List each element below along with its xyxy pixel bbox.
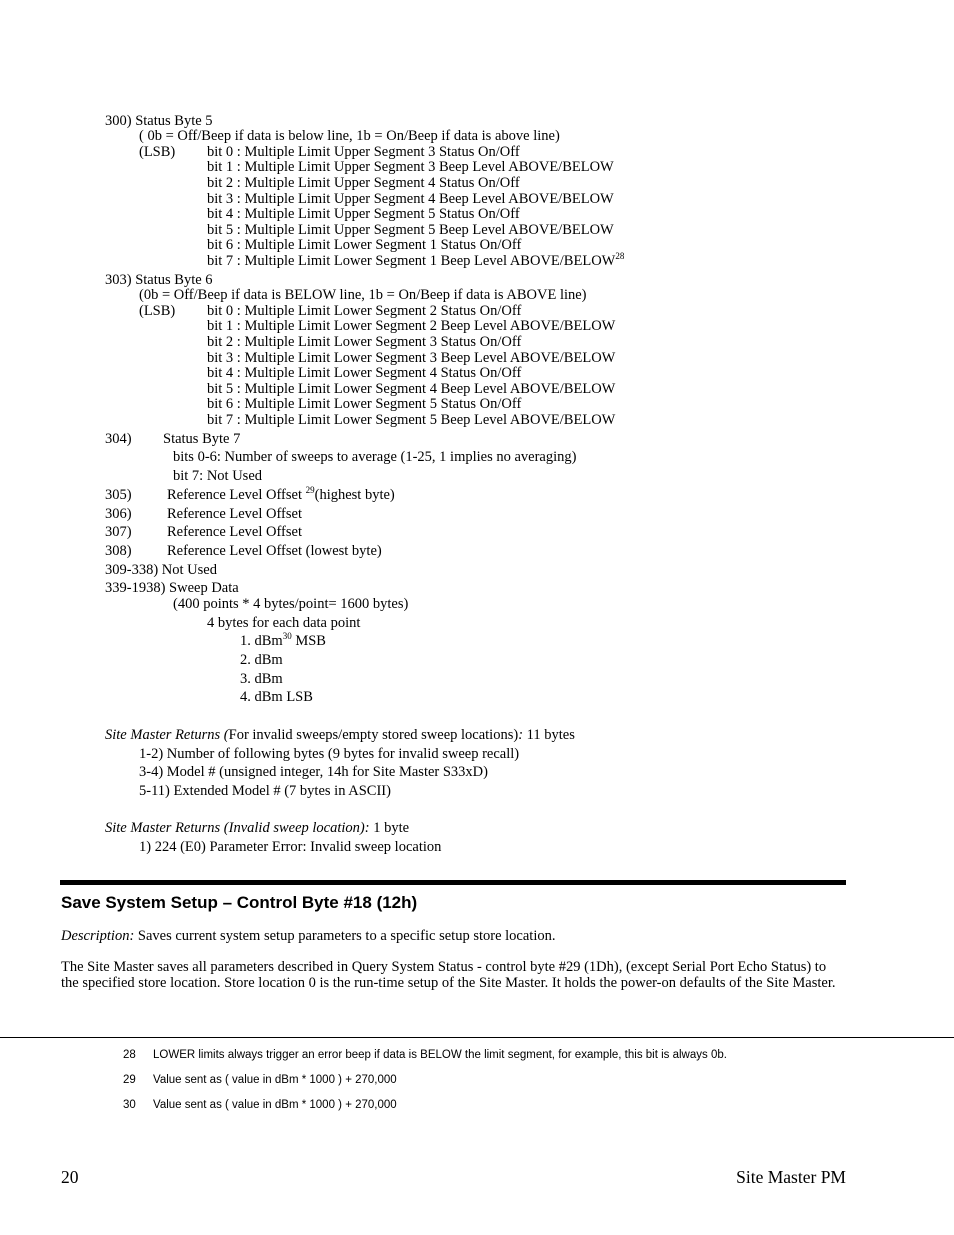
ref-offset-1-num: 305) (105, 487, 132, 503)
status-byte-7-line-2: bit 7: Not Used (173, 468, 263, 484)
sweep-point-3: 3. dBm (240, 671, 283, 687)
returns-2-item-1: 1) 224 (E0) Parameter Error: Invalid sweep location (139, 839, 442, 855)
status6-bit-5: bit 5 : Multiple Limit Lower Segment 4 Beep Level ABOVE/BELOW (207, 381, 616, 397)
section-divider (60, 880, 846, 885)
footnote-divider (0, 1037, 954, 1038)
status5-bit-2: bit 2 : Multiple Limit Upper Segment 4 Status On/Off (207, 175, 520, 191)
status-byte-5-lsb: (LSB) (139, 144, 176, 160)
status6-bit-4: bit 4 : Multiple Limit Lower Segment 4 Status On/Off (207, 365, 522, 381)
ref-offset-2-num: 306) (105, 506, 132, 522)
returns-1-item-2: 3-4) Model # (unsigned integer, 14h for Site Master S33xD) (139, 764, 488, 780)
status6-bit-2: bit 2 : Multiple Limit Lower Segment 3 Status On/Off (207, 334, 522, 350)
sweep-data-each: 4 bytes for each data point (207, 615, 361, 631)
ref-offset-4-num: 308) (105, 543, 132, 559)
footnote-28-num: 28 (123, 1049, 136, 1061)
sweep-point-2: 2. dBm (240, 652, 283, 668)
status-byte-6-heading: 303) Status Byte 6 (105, 272, 213, 288)
ref-offset-3-num: 307) (105, 524, 132, 540)
status-byte-7-line-1: bits 0-6: Number of sweeps to average (1-25, 1 implies no averaging) (173, 449, 577, 465)
returns-1-item-3: 5-11) Extended Model # (7 bytes in ASCII) (139, 783, 391, 799)
returns-1-item-1: 1-2) Number of following bytes (9 bytes for invalid sweep recall) (139, 746, 520, 762)
status-byte-5-heading: 300) Status Byte 5 (105, 113, 213, 129)
ref-offset-4-text: Reference Level Offset (lowest byte) (167, 543, 382, 559)
status-byte-7-num: 304) (105, 431, 132, 447)
returns-invalid-location: Site Master Returns (Invalid sweep location): 1 byte (105, 820, 410, 836)
status6-bit-0: bit 0 : Multiple Limit Lower Segment 2 Status On/Off (207, 303, 522, 319)
sweep-data-heading: 339-1938) Sweep Data (105, 580, 239, 596)
ref-offset-1-text: Reference Level Offset $^{29}$(highest byte) (167, 485, 395, 503)
status5-bit-3: bit 3 : Multiple Limit Upper Segment 4 Beep Level ABOVE/BELOW (207, 191, 614, 207)
status6-bit-7: bit 7 : Multiple Limit Lower Segment 5 Beep Level ABOVE/BELOW (207, 412, 616, 428)
section-heading: Save System Setup – Control Byte #18 (12h) (61, 893, 418, 912)
footnote-28-text: LOWER limits always trigger an error beep if data is BELOW the limit segment, for example, this bit is always 0b. (153, 1049, 727, 1061)
footnote-ref-28: 28 (615, 251, 625, 261)
status5-bit-6: bit 6 : Multiple Limit Lower Segment 1 Status On/Off (207, 237, 522, 253)
status6-bit-3: bit 3 : Multiple Limit Lower Segment 3 Beep Level ABOVE/BELOW (207, 350, 616, 366)
section-description: Description: Saves current system setup parameters to a specific setup store location. (61, 928, 556, 944)
sweep-data-calc: (400 points * 4 bytes/point= 1600 bytes) (173, 596, 409, 612)
page-number: 20 (61, 1167, 79, 1187)
status5-bit-7: bit 7 : Multiple Limit Lower Segment 1 Beep Level ABOVE/BELOW$^{28}$ (207, 251, 625, 269)
ref-offset-2-text: Reference Level Offset (167, 506, 302, 522)
footer-title: Site Master PM (736, 1167, 846, 1187)
status6-bit-6: bit 6 : Multiple Limit Lower Segment 5 Status On/Off (207, 396, 522, 412)
status-byte-7-title: Status Byte 7 (163, 431, 241, 447)
status5-bit-0: bit 0 : Multiple Limit Upper Segment 3 Status On/Off (207, 144, 520, 160)
status5-bit-5: bit 5 : Multiple Limit Upper Segment 5 Beep Level ABOVE/BELOW (207, 222, 614, 238)
footnote-ref-29: 29 (305, 485, 315, 495)
section-paragraph: The Site Master saves all parameters described in Query System Status - control byte #29 (1Dh), (except Serial Port Echo Status) to the specified store location. Store location 0 is the run-time setup of the Site Master. It holds the power-on defaults of the Site Master. (61, 959, 836, 991)
ref-offset-3-text: Reference Level Offset (167, 524, 302, 540)
status-byte-6-desc: (0b = Off/Beep if data is BELOW line, 1b = On/Beep if data is ABOVE line) (139, 287, 587, 303)
sweep-point-1: 1. dBm$^{30}$ MSB (240, 631, 326, 649)
footnote-29-num: 29 (123, 1074, 136, 1086)
status6-bit-1: bit 1 : Multiple Limit Lower Segment 2 Beep Level ABOVE/BELOW (207, 318, 616, 334)
status5-bit-4: bit 4 : Multiple Limit Upper Segment 5 Status On/Off (207, 206, 520, 222)
footnote-29-text: Value sent as ( value in dBm * 1000 ) + 270,000 (153, 1074, 397, 1086)
footnote-30-num: 30 (123, 1099, 136, 1111)
status-byte-5-desc: ( 0b = Off/Beep if data is below line, 1b = On/Beep if data is above line) (139, 128, 560, 144)
not-used-range: 309-338) Not Used (105, 562, 217, 578)
sweep-point-4: 4. dBm LSB (240, 689, 313, 705)
status-byte-6-lsb: (LSB) (139, 303, 176, 319)
footnote-ref-30: 30 (282, 631, 292, 641)
returns-invalid-sweeps: Site Master Returns (For invalid sweeps/empty stored sweep locations): 11 bytes (105, 727, 575, 743)
status5-bit-1: bit 1 : Multiple Limit Upper Segment 3 Beep Level ABOVE/BELOW (207, 159, 614, 175)
footnote-30-text: Value sent as ( value in dBm * 1000 ) + 270,000 (153, 1099, 397, 1111)
